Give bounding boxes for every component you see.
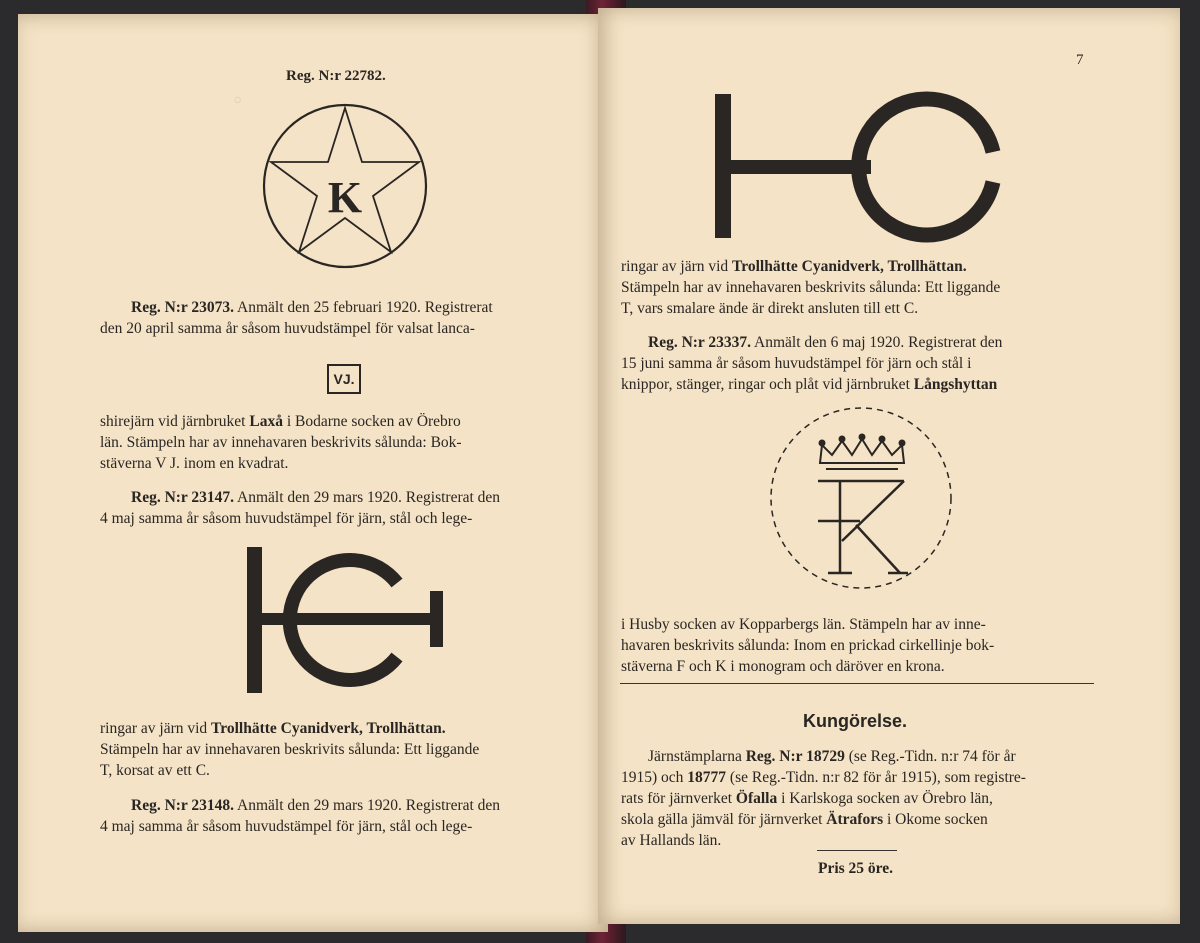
kungorelse-line4: skola gälla jämväl för järnverket Ätrafors i Okome socken — [621, 811, 988, 828]
vj-stamp-trademark: VJ. — [327, 364, 361, 394]
entry-23337-line4: i Husby socken av Kopparbergs län. Stämpeln har av inne- — [621, 616, 986, 633]
entry-23337-line3: knippor, stänger, ringar och plåt vid järnbruket Långshyttan — [621, 376, 998, 393]
price-text: Pris 25 öre. — [818, 860, 894, 877]
left-page — [18, 14, 608, 932]
entry-23073-line3: shirejärn vid järnbruket Laxå i Bodarne socken av Örebro — [100, 413, 461, 430]
entry-23148-line1: Reg. N:r 23148. Anmält den 29 mars 1920. Registrerat den — [131, 797, 501, 814]
entry-23148-cont-line2: Stämpeln har av innehavaren beskrivits sålunda: Ett liggande — [621, 279, 1001, 296]
entry-23073-line2: den 20 april samma år såsom huvudstämpel för valsat lanca- — [100, 320, 475, 337]
entry-23147-line3: ringar av järn vid Trollhätte Cyanidverk, Trollhättan. — [100, 720, 446, 737]
kungorelse-title: Kungörelse. — [803, 711, 908, 731]
t-attached-c-trademark — [713, 92, 1003, 242]
entry-23147-line1: Reg. N:r 23147. Anmält den 29 mars 1920. Registrerat den — [131, 489, 501, 506]
page-number: 7 — [1076, 52, 1084, 68]
bleed-through-text: ◦ — [233, 84, 243, 114]
entry-23148-cont-line3: T, vars smalare ände är direkt ansluten till ett C. — [621, 300, 919, 317]
crown-icon — [820, 435, 905, 470]
kungorelse-line5: av Hallands län. — [621, 832, 722, 849]
star-letter: K — [327, 173, 363, 222]
entry-23337-line2: 15 juni samma år såsom huvudstämpel för järn och stål i — [621, 355, 972, 372]
star-circle-trademark — [261, 102, 429, 270]
entry-23337-line5: havaren beskrivits sålunda: Inom en prickad cirkellinje bok- — [621, 637, 995, 654]
entry-23148-line2: 4 maj samma år såsom huvudstämpel för järn, stål och lege- — [100, 818, 473, 835]
heading-reg-22782: Reg. N:r 22782. — [286, 68, 386, 84]
kungorelse-line3: rats för järnverket Öfalla i Karlskoga socken av Örebro län, — [621, 790, 993, 807]
entry-23148-cont-line1: ringar av järn vid Trollhätte Cyanidverk, Trollhättan. — [621, 258, 967, 275]
kungorelse-line2: 1915) och 18777 (se Reg.-Tidn. n:r 82 för år 1915), som registre- — [621, 769, 1026, 786]
entry-23147-line2: 4 maj samma år såsom huvudstämpel för järn, stål och lege- — [100, 510, 473, 527]
entry-23073-line1: Reg. N:r 23073. Anmält den 25 februari 1920. Registrerat — [131, 299, 493, 316]
fk-crown-monogram-trademark — [768, 405, 954, 591]
entry-23073-line4: län. Stämpeln har av innehavaren beskrivits sålunda: Bok- — [100, 434, 462, 451]
kungorelse-line1: Järnstämplarna Reg. N:r 18729 (se Reg.-Tidn. n:r 74 för år — [648, 748, 1016, 765]
entry-23147-line4: Stämpeln har av innehavaren beskrivits sålunda: Ett liggande — [100, 741, 480, 758]
entry-23147-line5: T, korsat av ett C. — [100, 762, 210, 779]
entry-23337-line1: Reg. N:r 23337. Anmält den 6 maj 1920. Registrerat den — [648, 334, 1003, 351]
section-divider — [620, 683, 1094, 684]
entry-23073-line5: stäverna V J. inom en kvadrat. — [100, 455, 289, 472]
price-rule — [817, 850, 897, 851]
right-page — [598, 8, 1180, 924]
t-crossed-c-trademark — [245, 545, 445, 695]
entry-23337-line6: stäverna F och K i monogram och däröver en krona. — [621, 658, 945, 675]
